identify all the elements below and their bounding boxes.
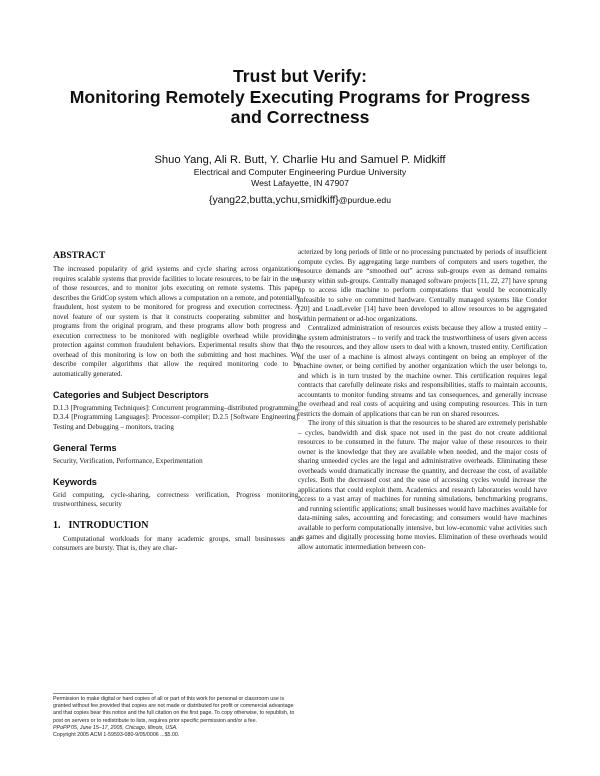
author-block	[40, 153, 560, 209]
paper-title	[40, 66, 560, 128]
affiliation-line-2: West Lafayette, IN 47907	[251, 177, 349, 188]
title-line-2: Monitoring Remotely Executing Programs for Progress	[69, 86, 531, 107]
intro-text: Computational workloads for many academic groups, small businesses and consumers are bursty. That is, they are char-	[53, 534, 300, 553]
venue-text: PPoPP'05, June 15–17, 2005, Chicago, Illinois, USA.	[53, 724, 178, 731]
intro-paragraph-3: The irony of this situation is that the resources to be shared are extremely perishable – cycles, bandwidth and disk space not used in the past do not create additional resources to be consumed in the future. The major value of these resources to their owner is the knowledge that they are available when needed, and the major costs of sharing unneeded cycles are the legal and administrative overheads. Eliminating these overheads would dramatically increase the quantity, and decrease the cost, of available cycles. Both the decreased cost and the ease of accessing cycles would increase the applications that could exploit them. Academics and research laboratories would have access to a vast array of machines for running simulations, benchmarking programs, and running scientific applications; small businesses would have machines available for data-mining sales, accounting and forecasting; and consumers would have machines available to perform computationally intensive, but low-economic value activities such as games and digitally processing home movies. Elimination of these overheads would allow automatic intermediation between con-	[298, 419, 547, 551]
section-number: 1.	[53, 519, 61, 531]
abstract-text: The increased popularity of grid systems and cycle sharing across organizations requires scalable systems that provide facilities to locate resources, to be fair in the use of those resources, and to monitor jobs executing on remote systems. This paper describes the GridCop system which allows a computation on a remote, and potentially fraudulent, host system to be monitored for progress and execution correctness. A novel feature of our system is that it constructs cooperating submitter and host programs from the original program, and these programs allow both progress and execution correctness to be monitored with negligible overhead while providing protection against common fraudulent behaviors. Experimental results show that the overhead of this monitoring is low on both the submitting and host machines. We describe compiler algorithms that allow the required monitoring code to be automatically generated.	[53, 265, 300, 378]
intro-continuation-paragraph: acterized by long periods of little or no processing punctuated by periods of insufficient compute cycles. By aggregating large numbers of computers and users together, the resource demands are “smoothed out” across sub-groups even as demand remains bursty within sub-groups. Centrally managed software projects [11, 22, 27] have sprung up to access idle machine to perform computations that would be economically infeasible to solve on committed hardware. Centrally managed systems like Condor [20] and LoadLeveler [14] have been developed to allow resources to be aggregated within permanent or ad-hoc organizations.	[298, 248, 547, 323]
author-names: Shuo Yang, Ali R. Butt, Y. Charlie Hu and Samuel P. Midkiff	[154, 154, 446, 166]
intro-heading	[53, 520, 300, 532]
affiliation-line-1: Electrical and Computer Engineering Purdue University	[193, 167, 407, 177]
email-users: {yang22,butta,ychu,smidkiff}	[209, 195, 339, 206]
copyright-line: Copyright 2005 ACM 1-59593-080-9/05/0006 ...$5.00.	[53, 732, 180, 739]
section-title: INTRODUCTION	[68, 519, 149, 531]
email-domain: @purdue.edu	[338, 195, 391, 205]
categories-text: D.1.3 [Programming Techniques]: Concurrent programming–distributed programming; D.3.4 [Programming Languages]: Processor–compiler; D.2.5 [Software Engineering]: Testing and Debugging – monitors, tracing	[53, 403, 300, 431]
general-terms-text: Security, Verification, Performance, Experimentation	[53, 456, 203, 465]
title-line-1: Trust but Verify:	[233, 66, 367, 86]
footnote-rule	[53, 693, 153, 694]
keywords-heading: Keywords	[53, 476, 97, 487]
permission-text: Permission to make digital or hard copies of all or part of this work for personal or classroom use is granted without fee provided that copies are not made or distributed for profit or commercial advantage and that copies bear this notice and the full citation on the first page. To copy otherwise, to republish, to post on servers or to redistribute to lists, requires prior specific permission and/or a fee.	[53, 696, 295, 724]
copyright-notice	[53, 693, 300, 739]
abstract-heading: ABSTRACT	[53, 250, 106, 261]
keywords-text: Grid computing, cycle-sharing, correctness verification, Progress monitoring, trustworthiness, security	[53, 490, 300, 509]
intro-paragraph-2: Centralized administration of resources exists because they allow a trusted entity – the system administrators – to verify and track the trustworthiness of users given access to the resources, and they allow users to deal with a known, trusted entity. Certification of the user of a machine is almost always contingent on being an employer of the machine owner, or being certified by another organization which the user belongs to, and which is in turn trusted by the machine owner. This certification requires legal contracts that carefully delineate risks and responsibilities, staffs to maintain accounts, accountants to monitor funding streams and tax consequences, and generally increase the overhead and real costs of acquiring and using computing resources. This in turn restricts the domain of applications that can be run on shared resources.	[298, 324, 547, 418]
author-emails	[40, 192, 560, 209]
right-column	[298, 248, 547, 553]
left-column	[53, 250, 300, 554]
title-line-3: and Correctness	[230, 107, 370, 127]
categories-heading: Categories and Subject Descriptors	[53, 389, 209, 400]
general-terms-heading: General Terms	[53, 442, 117, 453]
